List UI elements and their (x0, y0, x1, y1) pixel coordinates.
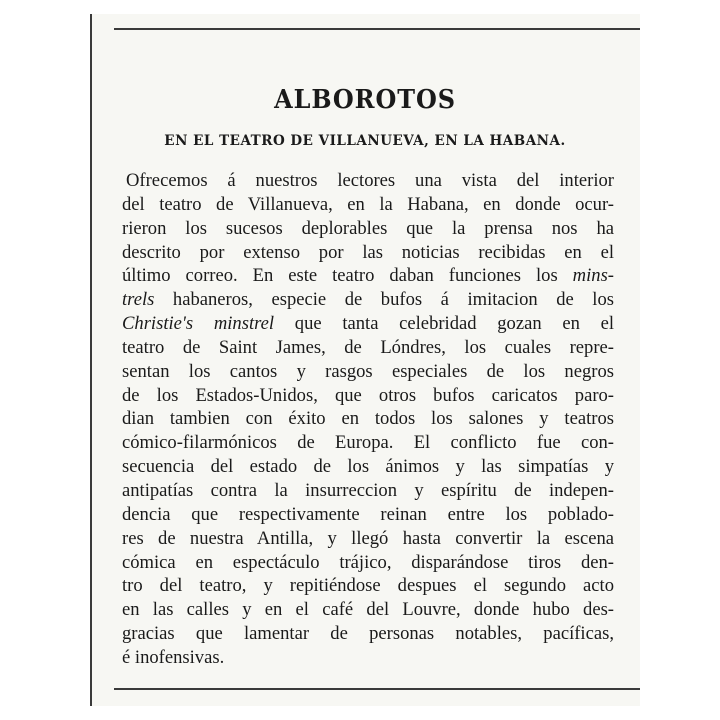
text-line (122, 193, 614, 217)
italic-text-run: mins- (572, 265, 614, 287)
text-line (122, 264, 614, 288)
newspaper-page (90, 14, 640, 706)
text-line (122, 503, 614, 527)
text-run: cómico-filarmónicos de Europa. El conflicto fue con- (122, 432, 614, 454)
text-run: teatro de Saint James, de Lóndres, los cuales repre- (122, 336, 614, 358)
text-line (122, 431, 614, 455)
text-line (122, 455, 614, 479)
text-line (122, 288, 614, 312)
text-line (122, 551, 614, 575)
text-run: tro del teatro, y repitiéndose despues el segundo acto (122, 575, 614, 597)
text-run: rieron los sucesos deplorables que la prensa nos ha (122, 217, 614, 239)
text-run: descrito por extenso por las noticias recibidas en el (122, 241, 614, 263)
text-line (122, 217, 614, 241)
text-line (122, 360, 614, 384)
text-run: Ofrecemos á nuestros lectores una vista del interior (126, 170, 614, 191)
text-run: que tanta celebridad gozan en el (274, 313, 614, 335)
text-run: de los Estados-Unidos, que otros bufos caricatos paro- (122, 384, 614, 406)
text-run: sentan los cantos y rasgos especiales de los negros (122, 360, 614, 382)
bottom-divider-rule (114, 688, 640, 690)
article-body (122, 169, 614, 670)
text-run: gracias que lamentar de personas notables, pacíficas, (122, 623, 614, 645)
text-run: en las calles y en el café del Louvre, donde hubo des- (122, 599, 614, 621)
article-subtitle: EN EL TEATRO DE VILLANUEVA, EN LA HABANA. (164, 133, 566, 149)
text-line (122, 169, 614, 193)
text-run: habaneros, especie de bufos á imitacion de los (154, 289, 614, 311)
italic-text-run: Christie's minstrel (122, 313, 275, 335)
text-run: secuencia del estado de los ánimos y las simpatías y (122, 456, 614, 478)
article-title: ALBOROTOS (274, 85, 456, 115)
text-run: é inofensivas. (122, 646, 225, 668)
text-line (122, 574, 614, 598)
text-line (122, 527, 614, 551)
top-divider-rule (114, 28, 640, 30)
text-line (122, 479, 614, 503)
text-run: antipatías contra la insurreccion y espíritu de indepen- (122, 479, 614, 501)
text-run: del teatro de Villanueva, en la Habana, en donde ocur- (122, 193, 614, 215)
text-run: último correo. En este teatro daban funciones los (122, 265, 573, 287)
text-line (122, 622, 614, 646)
text-run: cómica en espectáculo trájico, disparándose tiros den- (122, 551, 614, 573)
text-line (122, 312, 614, 336)
text-line (122, 241, 614, 265)
text-run: dian tambien con éxito en todos los salones y teatros (122, 408, 614, 430)
text-line (122, 384, 614, 408)
text-run: dencia que respectivamente reinan entre los poblado- (122, 503, 614, 525)
italic-text-run: trels (122, 289, 155, 311)
text-line (122, 336, 614, 360)
text-line (122, 646, 614, 670)
text-line (122, 407, 614, 431)
text-line (122, 598, 614, 622)
text-run: res de nuestra Antilla, y llegó hasta convertir la escena (122, 527, 614, 549)
left-margin-rule (90, 14, 92, 706)
